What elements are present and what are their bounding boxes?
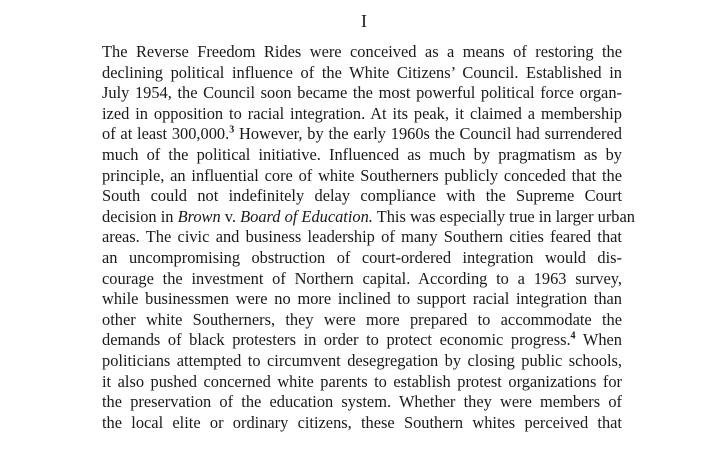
italic-text-run: Brown xyxy=(177,206,221,226)
text-run: other white Southerners, they were more prepared to accommodate the xyxy=(102,309,622,329)
text-run: much of the political initiative. Influenced as much by pragmatism as by xyxy=(102,144,622,164)
text-run: v. xyxy=(220,206,241,226)
text-run: When xyxy=(575,330,622,350)
text-run: politicians attempted to circumvent desegregation by closing public schools, xyxy=(102,350,622,370)
text-run: while businessmen were no more inclined to support racial integration than xyxy=(102,289,622,309)
footnote-marker: 4 xyxy=(570,330,576,342)
text-run: principle, an influential core of white Southerners publicly conceded that the xyxy=(102,165,622,185)
text-run: However, by the early 1960s the Council had surrendered xyxy=(234,124,622,144)
text-run: The Reverse Freedom Rides were conceived as a means of restoring the xyxy=(102,42,622,61)
text-line xyxy=(102,186,622,207)
text-line xyxy=(102,83,622,104)
text-run: This was especially true in larger urban xyxy=(372,206,635,226)
text-run: the preservation of the education system. Whether they were members of xyxy=(102,392,622,412)
text-line xyxy=(102,289,622,310)
text-line xyxy=(102,351,622,372)
text-run: of at least 300,000. xyxy=(102,124,230,144)
text-line xyxy=(102,269,622,290)
text-run: declining political influence of the White Citizens’ Council. Established in xyxy=(102,62,622,82)
text-run: it also pushed concerned white parents to establish protest organizations for xyxy=(102,371,622,391)
text-line xyxy=(102,63,622,84)
body-paragraph xyxy=(102,42,635,433)
text-run: demands of black protesters in order to protect economic progress. xyxy=(102,330,571,350)
text-run: decision in xyxy=(102,206,178,226)
text-line xyxy=(102,372,622,393)
text-run: the local elite or ordinary citizens, these Southern whites perceived that xyxy=(102,412,622,432)
footnote-marker: 3 xyxy=(229,124,235,136)
text-run: South could not indefinitely delay compliance with the Supreme Court xyxy=(102,186,622,206)
text-line xyxy=(102,145,622,166)
text-run: areas. The civic and business leadership of many Southern cities feared that xyxy=(102,227,622,247)
text-run: an uncompromising obstruction of court-ordered integration would dis- xyxy=(102,247,622,267)
text-line xyxy=(102,104,622,125)
text-line xyxy=(102,166,622,187)
text-line xyxy=(102,413,622,434)
text-run: courage the investment of Northern capital. According to a 1963 survey, xyxy=(102,268,622,288)
text-run: July 1954, the Council soon became the most powerful political force organ- xyxy=(102,83,622,103)
italic-text-run: Board of Education. xyxy=(240,206,373,226)
text-line xyxy=(102,392,622,413)
text-run: ized in opposition to racial integration. At its peak, it claimed a membership xyxy=(102,103,622,123)
text-line xyxy=(102,124,622,145)
section-number: I xyxy=(361,11,367,31)
text-line xyxy=(102,310,622,331)
text-line xyxy=(102,248,622,269)
text-line xyxy=(102,42,622,63)
text-line xyxy=(102,206,635,228)
text-line xyxy=(102,227,622,248)
text-line xyxy=(102,330,622,351)
